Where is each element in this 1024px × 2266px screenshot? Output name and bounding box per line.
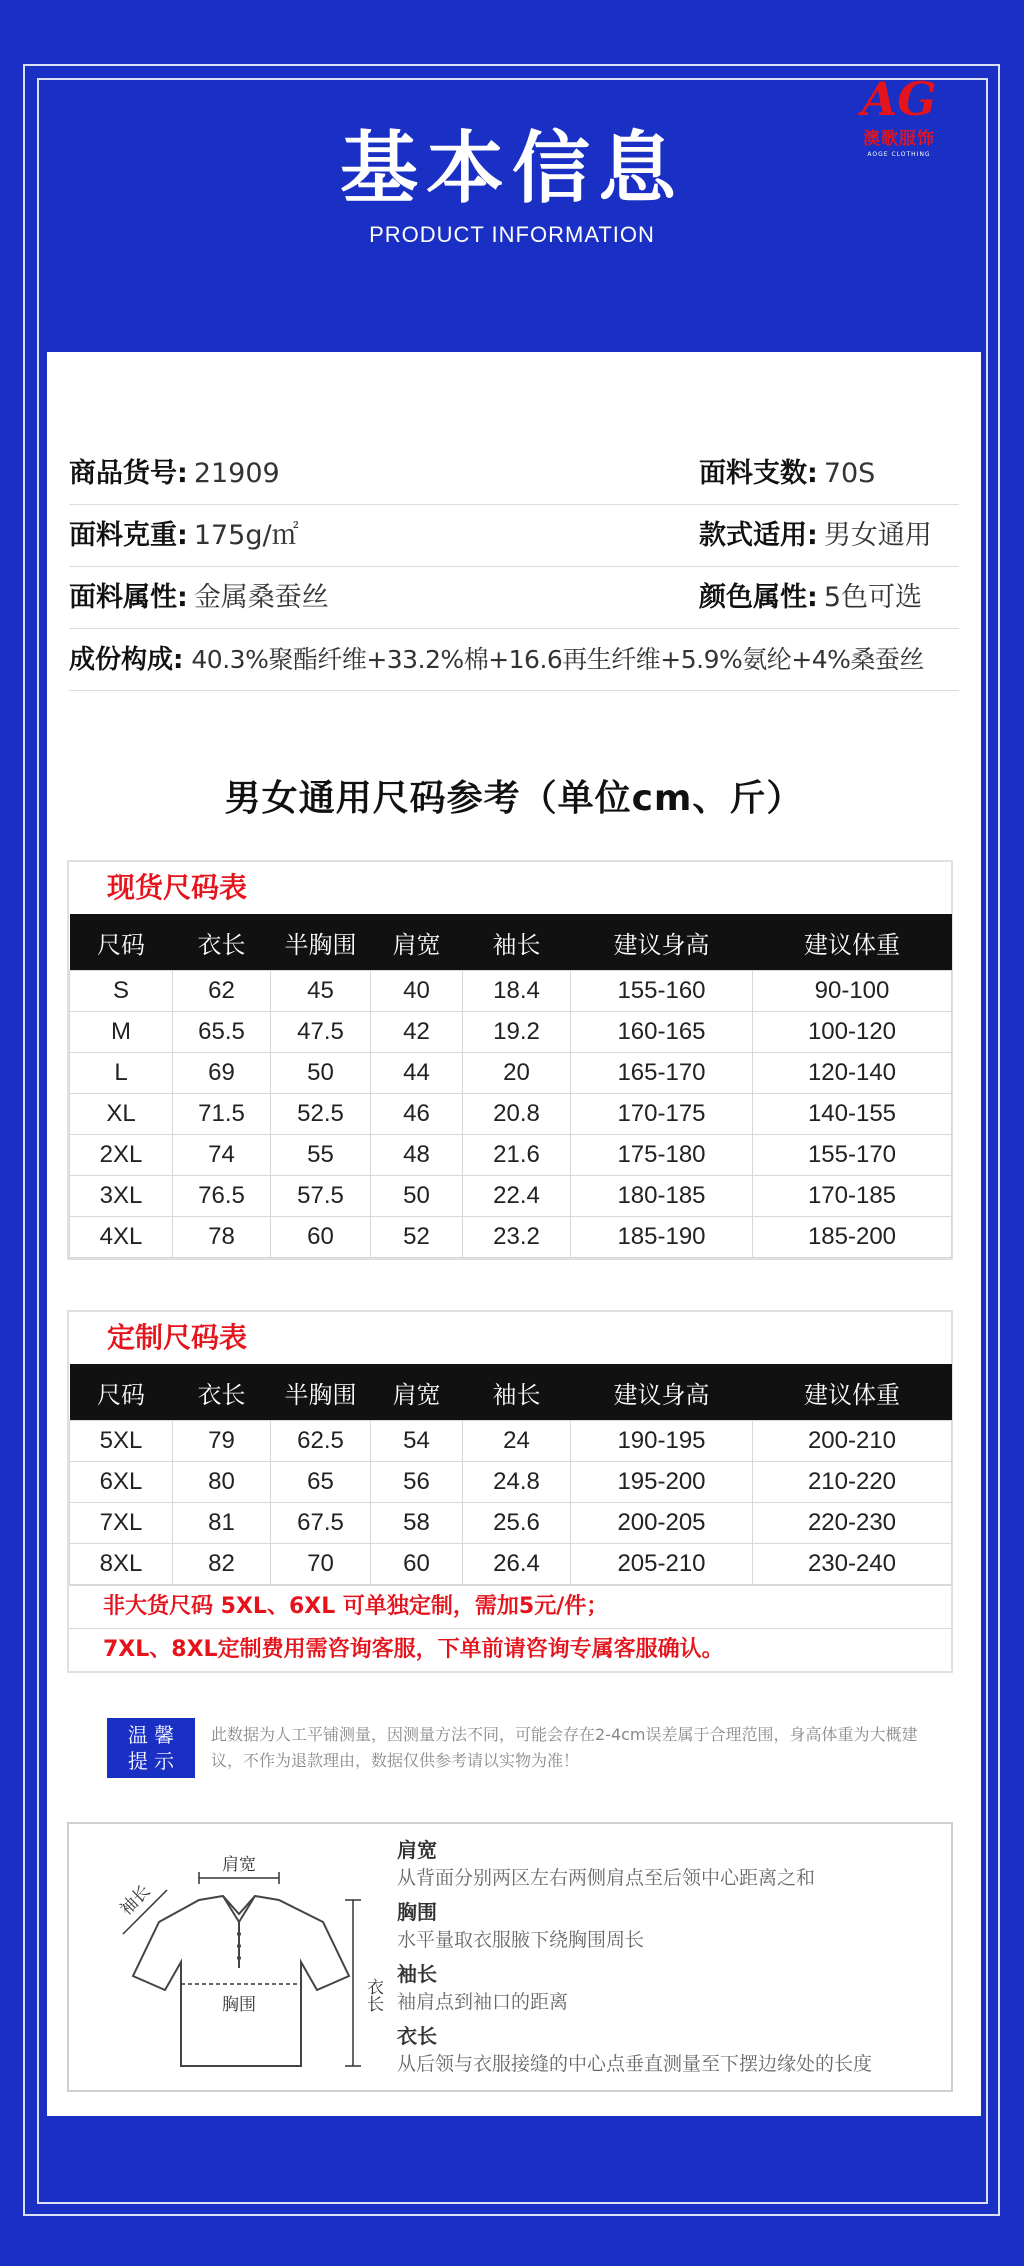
column-header: 尺码 — [70, 914, 173, 971]
diagram-label-shoulder: 肩宽 — [222, 1855, 256, 1875]
info-label: 款式适用: — [699, 520, 818, 551]
measure-term: 袖长 — [397, 1962, 437, 1986]
composition-value: 40.3%聚酯纤维+33.2%棉+16.6再生纤维+5.9%氨纶+4%桑蚕丝 — [191, 645, 924, 674]
table-cell: 18.4 — [463, 971, 571, 1012]
table-cell: 5XL — [70, 1421, 173, 1462]
info-value: 21909 — [193, 458, 280, 489]
table-cell: 175-180 — [571, 1135, 753, 1176]
table-cell: 21.6 — [463, 1135, 571, 1176]
table-cell: 40 — [371, 971, 463, 1012]
column-header: 尺码 — [70, 1364, 173, 1421]
logo-mark: AG — [861, 72, 937, 126]
info-label: 商品货号: — [69, 458, 188, 489]
table-cell: 155-170 — [753, 1135, 952, 1176]
table-header-row — [70, 1364, 952, 1421]
table-cell: 47.5 — [271, 1012, 371, 1053]
table-caption: 定制尺码表 — [107, 1321, 248, 1354]
table-cell: 220-230 — [753, 1503, 952, 1544]
tip-badge-line: 温 馨 — [127, 1723, 175, 1747]
table-cell: 56 — [371, 1462, 463, 1503]
table-cell: 210-220 — [753, 1462, 952, 1503]
composition-label: 成份构成: — [69, 645, 184, 675]
table-cell: 195-200 — [571, 1462, 753, 1503]
measurement-guide — [67, 1822, 953, 2092]
table-cell: L — [70, 1053, 173, 1094]
table-row — [70, 1094, 952, 1135]
table-cell: 24 — [463, 1421, 571, 1462]
table-cell: 3XL — [70, 1176, 173, 1217]
table-cell: 160-165 — [571, 1012, 753, 1053]
measure-desc: 袖肩点到袖口的距离 — [397, 1991, 569, 2013]
table-cell: 70 — [271, 1544, 371, 1585]
table-cell: 80 — [173, 1462, 271, 1503]
table-cell: 200-205 — [571, 1503, 753, 1544]
table-row — [70, 1012, 952, 1053]
table-caption: 现货尺码表 — [107, 871, 248, 904]
table-cell: 65.5 — [173, 1012, 271, 1053]
shirt-diagram — [83, 1838, 403, 2078]
custom-note: 非大货尺码 5XL、6XL 可单独定制，需加5元/件； — [69, 1585, 951, 1628]
measure-item — [397, 2022, 947, 2078]
table-cell: 58 — [371, 1503, 463, 1544]
column-header: 建议身高 — [571, 1364, 753, 1421]
custom-size-table — [67, 1310, 953, 1673]
table-cell: 25.6 — [463, 1503, 571, 1544]
table-cell: 82 — [173, 1544, 271, 1585]
table-cell: 20 — [463, 1053, 571, 1094]
table-cell: 69 — [173, 1053, 271, 1094]
column-header: 肩宽 — [371, 1364, 463, 1421]
table-cell: 52.5 — [271, 1094, 371, 1135]
table-cell: 44 — [371, 1053, 463, 1094]
table-cell: 52 — [371, 1217, 463, 1258]
table-cell: 4XL — [70, 1217, 173, 1258]
brand-name: 澳歌服饰 — [863, 129, 935, 149]
table-cell: 62 — [173, 971, 271, 1012]
table-cell: 100-120 — [753, 1012, 952, 1053]
table-cell: 22.4 — [463, 1176, 571, 1217]
table-row — [70, 971, 952, 1012]
table-cell: 54 — [371, 1421, 463, 1462]
table-cell: 8XL — [70, 1544, 173, 1585]
table-cell: 76.5 — [173, 1176, 271, 1217]
measure-desc: 水平量取衣服腋下绕胸围周长 — [397, 1929, 645, 1951]
column-header: 衣长 — [173, 914, 271, 971]
table-row — [70, 1135, 952, 1176]
column-header: 半胸围 — [271, 914, 371, 971]
table-cell: 185-190 — [571, 1217, 753, 1258]
table-cell: 55 — [271, 1135, 371, 1176]
info-value: 5色可选 — [823, 582, 922, 613]
info-value: 男女通用 — [823, 520, 932, 551]
table-cell: 60 — [271, 1217, 371, 1258]
tip-badge — [107, 1718, 195, 1778]
measure-desc: 从背面分别两区左右两侧肩点至后领中心距离之和 — [397, 1867, 816, 1889]
table-row — [70, 1421, 952, 1462]
size-table — [69, 914, 952, 1258]
composition-row — [69, 629, 959, 691]
page-subtitle: PRODUCT INFORMATION — [369, 222, 655, 247]
table-cell: 185-200 — [753, 1217, 952, 1258]
tip-badge-line: 提 示 — [127, 1749, 175, 1773]
table-cell: 62.5 — [271, 1421, 371, 1462]
table-cell: 24.8 — [463, 1462, 571, 1503]
size-table — [69, 1364, 952, 1585]
table-cell: 180-185 — [571, 1176, 753, 1217]
info-label: 面料属性: — [69, 582, 188, 613]
table-cell: 50 — [371, 1176, 463, 1217]
brand-tagline: AOGE CLOTHING — [867, 151, 931, 158]
table-cell: 190-195 — [571, 1421, 753, 1462]
table-header-row — [70, 914, 952, 971]
table-cell: 20.8 — [463, 1094, 571, 1135]
table-cell: XL — [70, 1094, 173, 1135]
table-cell: 71.5 — [173, 1094, 271, 1135]
table-cell: 7XL — [70, 1503, 173, 1544]
table-cell: 42 — [371, 1012, 463, 1053]
measure-lines — [123, 1872, 361, 2066]
table-cell: 90-100 — [753, 971, 952, 1012]
table-cell: 230-240 — [753, 1544, 952, 1585]
column-header: 建议体重 — [753, 1364, 952, 1421]
measure-term: 胸围 — [397, 1900, 437, 1924]
table-cell: 165-170 — [571, 1053, 753, 1094]
table-row — [70, 1176, 952, 1217]
column-header: 半胸围 — [271, 1364, 371, 1421]
info-label: 面料克重: — [69, 520, 188, 551]
measure-desc: 从后领与衣服接缝的中心点垂直测量至下摆边缘处的长度 — [397, 2053, 873, 2075]
table-cell: 170-175 — [571, 1094, 753, 1135]
column-header: 衣长 — [173, 1364, 271, 1421]
column-header: 袖长 — [463, 914, 571, 971]
info-label: 面料支数: — [699, 458, 818, 489]
stock-size-table — [67, 860, 953, 1260]
tip-section — [107, 1718, 927, 1780]
info-value: 70S — [823, 458, 876, 489]
table-cell: 65 — [271, 1462, 371, 1503]
table-cell: 57.5 — [271, 1176, 371, 1217]
table-cell: 48 — [371, 1135, 463, 1176]
table-cell: 2XL — [70, 1135, 173, 1176]
shirt-icon — [133, 1896, 349, 2066]
tip-text: 此数据为人工平铺测量，因测量方法不同，可能会存在2-4cm误差属于合理范围，身高体重为大概建议，不作为退款理由，数据仅供参考请以实物为准！ — [211, 1725, 918, 1770]
table-cell: 140-155 — [753, 1094, 952, 1135]
table-cell: 50 — [271, 1053, 371, 1094]
table-row — [70, 1544, 952, 1585]
table-cell: 67.5 — [271, 1503, 371, 1544]
table-cell: 23.2 — [463, 1217, 571, 1258]
table-cell: 79 — [173, 1421, 271, 1462]
diagram-label-sleeve: 袖长 — [116, 1881, 155, 1920]
measure-item — [397, 1898, 947, 1954]
column-header: 袖长 — [463, 1364, 571, 1421]
measure-term: 肩宽 — [397, 1838, 437, 1862]
size-chart-title: 男女通用尺码参考（单位cm、斤） — [224, 778, 804, 819]
column-header: 肩宽 — [371, 914, 463, 971]
table-cell: 205-210 — [571, 1544, 753, 1585]
custom-note: 7XL、8XL定制费用需咨询客服，下单前请咨询专属客服确认。 — [69, 1628, 951, 1671]
measure-item — [397, 1836, 947, 1892]
table-cell: 155-160 — [571, 971, 753, 1012]
content-panel — [47, 352, 981, 2116]
table-cell: 200-210 — [753, 1421, 952, 1462]
table-cell: 26.4 — [463, 1544, 571, 1585]
table-cell: 60 — [371, 1544, 463, 1585]
info-label: 颜色属性: — [699, 582, 818, 613]
table-cell: S — [70, 971, 173, 1012]
measure-term: 衣长 — [397, 2024, 437, 2048]
info-row — [69, 505, 959, 567]
table-cell: 6XL — [70, 1462, 173, 1503]
table-row — [70, 1503, 952, 1544]
diagram-label-chest: 胸围 — [222, 1995, 256, 2015]
table-row — [70, 1217, 952, 1258]
info-value: 175g/㎡ — [193, 520, 299, 551]
info-row — [69, 443, 959, 505]
table-cell: 120-140 — [753, 1053, 952, 1094]
info-row — [69, 567, 959, 629]
table-cell: 78 — [173, 1217, 271, 1258]
diagram-label-length: 衣长 — [363, 1978, 383, 2012]
table-cell: 45 — [271, 971, 371, 1012]
page-title: 基本信息 — [339, 124, 684, 214]
table-row — [70, 1053, 952, 1094]
table-cell: 170-185 — [753, 1176, 952, 1217]
info-value: 金属桑蚕丝 — [193, 582, 329, 613]
table-cell: M — [70, 1012, 173, 1053]
column-header: 建议体重 — [753, 914, 952, 971]
table-cell: 46 — [371, 1094, 463, 1135]
table-cell: 74 — [173, 1135, 271, 1176]
table-cell: 19.2 — [463, 1012, 571, 1053]
table-cell: 81 — [173, 1503, 271, 1544]
measure-item — [397, 1960, 947, 2016]
table-row — [70, 1462, 952, 1503]
column-header: 建议身高 — [571, 914, 753, 971]
